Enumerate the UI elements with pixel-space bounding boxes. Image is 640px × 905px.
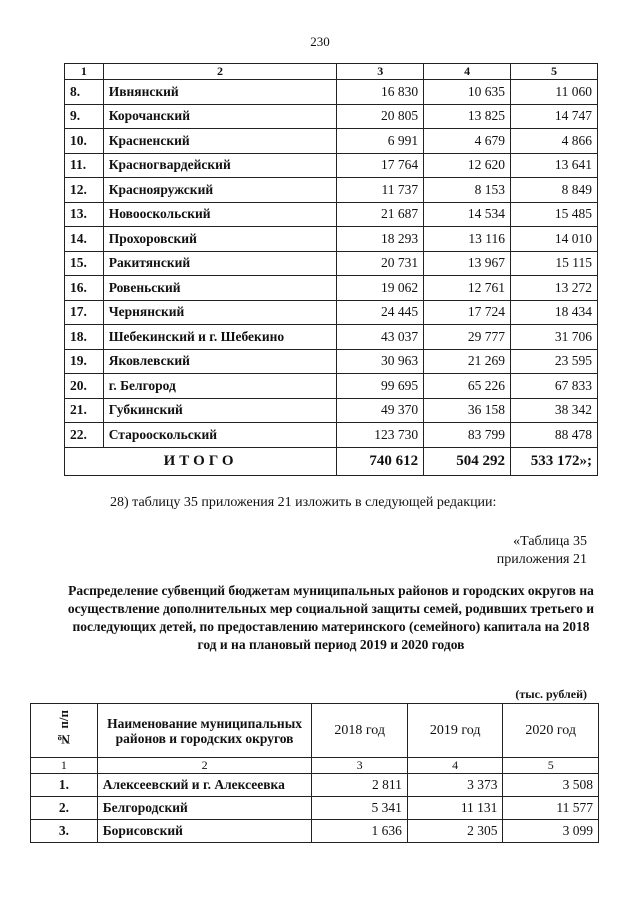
value-cell: 19 062	[337, 276, 424, 301]
header-year: 2018 год	[312, 704, 408, 758]
value-cell: 21 687	[337, 202, 424, 227]
value-cell: 1 636	[312, 820, 408, 843]
table-row	[65, 80, 598, 105]
value-cell: 4 866	[511, 129, 598, 154]
row-number: 16.	[65, 276, 104, 301]
district-name: Борисовский	[97, 820, 312, 843]
page-number: 230	[310, 34, 330, 49]
header-number	[31, 704, 98, 758]
value-cell: 12 761	[424, 276, 511, 301]
value-cell: 2 305	[407, 820, 503, 843]
district-name: Старооскольский	[103, 423, 337, 448]
table-title: Распределение субвенций бюджетам муниципальных районов и городских округов на осуществление дополнительных мер социальной защиты семей, родивших третьего и последующих детей, по предоставлению материнского (семейного) капитала на 2018 год и на плановый период 2019 и 2020 годов	[67, 583, 595, 652]
table-caption: «Таблица 35	[513, 534, 587, 549]
district-name: Ракитянский	[103, 251, 337, 276]
table-row	[31, 797, 599, 820]
column-index: 3	[312, 758, 408, 774]
value-cell: 10 635	[424, 80, 511, 105]
value-cell: 67 833	[511, 374, 598, 399]
value-cell: 4 679	[424, 129, 511, 154]
row-number: 22.	[65, 423, 104, 448]
header-year: 2019 год	[407, 704, 503, 758]
row-number: 21.	[65, 398, 104, 423]
table-row	[65, 153, 598, 178]
district-name: Белгородский	[97, 797, 312, 820]
value-cell: 2 811	[312, 774, 408, 797]
value-cell: 5 341	[312, 797, 408, 820]
total-value: 740 612	[337, 447, 424, 475]
header-row	[31, 704, 599, 758]
row-number: 17.	[65, 300, 104, 325]
row-number: 2.	[31, 797, 98, 820]
district-name: Шебекинский и г. Шебекино	[103, 325, 337, 350]
table-row	[31, 774, 599, 797]
row-number: 10.	[65, 129, 104, 154]
total-row	[65, 447, 598, 475]
table-row	[65, 276, 598, 301]
value-cell: 38 342	[511, 398, 598, 423]
column-index: 3	[337, 64, 424, 80]
table-row	[65, 423, 598, 448]
table-row	[65, 374, 598, 399]
value-cell: 83 799	[424, 423, 511, 448]
header-name: Наименование муниципальных районов и городских округов	[97, 704, 312, 758]
total-label: ИТОГО	[65, 447, 337, 475]
column-index: 1	[31, 758, 98, 774]
column-index: 1	[65, 64, 104, 80]
row-number: 19.	[65, 349, 104, 374]
value-cell: 18 434	[511, 300, 598, 325]
table-row	[65, 104, 598, 129]
value-cell: 8 153	[424, 178, 511, 203]
column-index: 2	[103, 64, 337, 80]
row-number: 8.	[65, 80, 104, 105]
value-cell: 15 485	[511, 202, 598, 227]
value-cell: 3 373	[407, 774, 503, 797]
table-row	[65, 349, 598, 374]
header-year: 2020 год	[503, 704, 599, 758]
table-row	[65, 300, 598, 325]
row-number: 3.	[31, 820, 98, 843]
value-cell: 24 445	[337, 300, 424, 325]
row-number: 12.	[65, 178, 104, 203]
value-cell: 18 293	[337, 227, 424, 252]
district-name: Чернянский	[103, 300, 337, 325]
district-name: Красногвардейский	[103, 153, 337, 178]
table-row	[65, 227, 598, 252]
table-row	[65, 178, 598, 203]
value-cell: 11 737	[337, 178, 424, 203]
value-cell: 15 115	[511, 251, 598, 276]
value-cell: 17 764	[337, 153, 424, 178]
column-index: 5	[511, 64, 598, 80]
column-index: 5	[503, 758, 599, 774]
table-caption-appendix: приложения 21	[496, 552, 587, 567]
district-name: Новооскольский	[103, 202, 337, 227]
row-number: 1.	[31, 774, 98, 797]
district-name: Краснояружский	[103, 178, 337, 203]
row-number: 18.	[65, 325, 104, 350]
value-cell: 88 478	[511, 423, 598, 448]
total-value: 504 292	[424, 447, 511, 475]
district-name: Алексеевский и г. Алексеевка	[97, 774, 312, 797]
value-cell: 13 825	[424, 104, 511, 129]
value-cell: 43 037	[337, 325, 424, 350]
row-number: 14.	[65, 227, 104, 252]
value-cell: 23 595	[511, 349, 598, 374]
table-row	[65, 325, 598, 350]
table-row	[65, 202, 598, 227]
row-number: 20.	[65, 374, 104, 399]
value-cell: 30 963	[337, 349, 424, 374]
column-index-row	[31, 758, 599, 774]
amendment-instruction: 28) таблицу 35 приложения 21 изложить в следующей редакции:	[110, 495, 497, 510]
district-name: Корочанский	[103, 104, 337, 129]
value-cell: 31 706	[511, 325, 598, 350]
value-cell: 36 158	[424, 398, 511, 423]
value-cell: 13 967	[424, 251, 511, 276]
district-name: Красненский	[103, 129, 337, 154]
value-cell: 21 269	[424, 349, 511, 374]
total-value: 533 172»;	[511, 447, 598, 475]
maternity-capital-table	[30, 703, 599, 843]
value-cell: 123 730	[337, 423, 424, 448]
value-cell: 20 805	[337, 104, 424, 129]
district-name: Губкинский	[103, 398, 337, 423]
value-cell: 12 620	[424, 153, 511, 178]
value-cell: 6 991	[337, 129, 424, 154]
header-number-text: № п/п	[55, 709, 71, 747]
value-cell: 16 830	[337, 80, 424, 105]
value-cell: 14 747	[511, 104, 598, 129]
column-index: 4	[407, 758, 503, 774]
column-index: 4	[424, 64, 511, 80]
value-cell: 99 695	[337, 374, 424, 399]
value-cell: 14 534	[424, 202, 511, 227]
row-number: 11.	[65, 153, 104, 178]
value-cell: 11 131	[407, 797, 503, 820]
value-cell: 49 370	[337, 398, 424, 423]
value-cell: 3 508	[503, 774, 599, 797]
value-cell: 3 099	[503, 820, 599, 843]
value-cell: 65 226	[424, 374, 511, 399]
value-cell: 11 060	[511, 80, 598, 105]
units-label: (тыс. рублей)	[515, 687, 587, 701]
column-index-row	[65, 64, 598, 80]
value-cell: 20 731	[337, 251, 424, 276]
value-cell: 17 724	[424, 300, 511, 325]
row-number: 13.	[65, 202, 104, 227]
value-cell: 29 777	[424, 325, 511, 350]
district-name: Яковлевский	[103, 349, 337, 374]
subvention-table-continued	[64, 63, 598, 476]
table-row	[65, 398, 598, 423]
district-name: Ровеньский	[103, 276, 337, 301]
column-index: 2	[97, 758, 312, 774]
row-number: 15.	[65, 251, 104, 276]
value-cell: 8 849	[511, 178, 598, 203]
value-cell: 14 010	[511, 227, 598, 252]
value-cell: 13 116	[424, 227, 511, 252]
district-name: Прохоровский	[103, 227, 337, 252]
table-row	[31, 820, 599, 843]
district-name: Ивнянский	[103, 80, 337, 105]
value-cell: 13 272	[511, 276, 598, 301]
table-row	[65, 129, 598, 154]
row-number: 9.	[65, 104, 104, 129]
table-row	[65, 251, 598, 276]
value-cell: 11 577	[503, 797, 599, 820]
value-cell: 13 641	[511, 153, 598, 178]
district-name: г. Белгород	[103, 374, 337, 399]
